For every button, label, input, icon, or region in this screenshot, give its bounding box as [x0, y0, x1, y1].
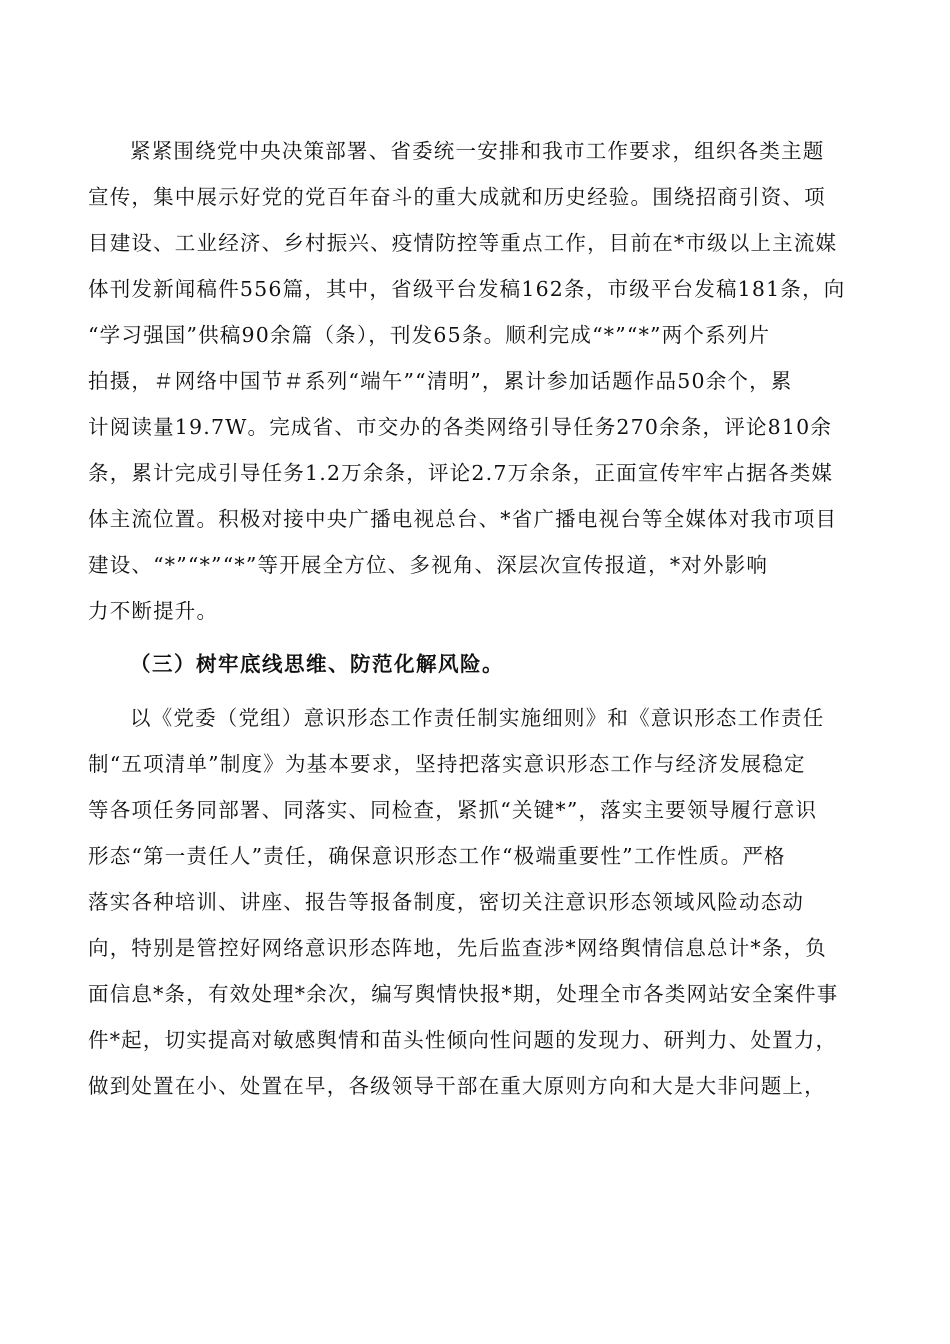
paragraph-line: 目建设、工业经济、乡村振兴、疫情防控等重点工作，目前在*市级以上主流媒 [88, 231, 838, 255]
paragraph-line: 形态“第一责任人”责任，确保意识形态工作“极端重要性”工作性质。严格 [88, 844, 786, 868]
paragraph-line: 条，累计完成引导任务1.2万余条，评论2.7万余条，正面宣传牢牢占据各类媒 [88, 461, 834, 485]
paragraph-line: 等各项任务同部署、同落实、同检查，紧抓“关键*”，落实主要领导履行意识 [88, 798, 818, 822]
paragraph-line: 计阅读量19.7W。完成省、市交办的各类网络引导任务270余条，评论810余 [88, 415, 833, 439]
paragraph-line: 制“五项清单”制度》为基本要求，坚持把落实意识形态工作与经济发展稳定 [88, 752, 806, 776]
paragraph-line: “学习强国”供稿90余篇（条），刊发65条。顺利完成“*”“*”两个系列片 [88, 323, 771, 347]
paragraph-line: 做到处置在小、处置在早，各级领导干部在重大原则方向和大是大非问题上， [88, 1074, 826, 1098]
paragraph-line: 件*起，切实提高对敏感舆情和苗头性倾向性问题的发现力、研判力、处置力， [88, 1028, 838, 1052]
paragraph-line: 面信息*条，有效处理*余次，编写舆情快报*期，处理全市各类网站安全案件事 [88, 982, 839, 1006]
paragraph-line: 落实各种培训、讲座、报告等报备制度，密切关注意识形态领域风险动态动 [88, 890, 805, 914]
paragraph-line: 体刊发新闻稿件556篇，其中，省级平台发稿162条，市级平台发稿181条，向 [88, 277, 846, 301]
paragraph-line: 紧紧围绕党中央决策部署、省委统一安排和我市工作要求，组织各类主题 [130, 139, 825, 163]
paragraph-line: 宣传，集中展示好党的党百年奋斗的重大成就和历史经验。围绕招商引资、项 [88, 185, 826, 209]
paragraph-line: 拍摄，＃网络中国节＃系列“端午”“清明”，累计参加话题作品50余个，累 [88, 369, 793, 393]
paragraph-line: 以《党委（党组）意识形态工作责任制实施细则》和《意识形态工作责任 [130, 706, 825, 730]
paragraph-line: 建设、“*”“*”“*”等开展全方位、多视角、深层次宣传报道，*对外影响 [88, 553, 769, 577]
paragraph-line: 体主流位置。积极对接中央广播电视总台、*省广播电视台等全媒体对我市项目 [88, 507, 838, 531]
paragraph-line: 力不断提升。 [88, 599, 219, 623]
section-heading: （三）树牢底线思维、防范化解风险。 [130, 652, 504, 676]
paragraph-line: 向，特别是管控好网络意识形态阵地，先后监查涉*网络舆情信息总计*条，负 [88, 936, 827, 960]
